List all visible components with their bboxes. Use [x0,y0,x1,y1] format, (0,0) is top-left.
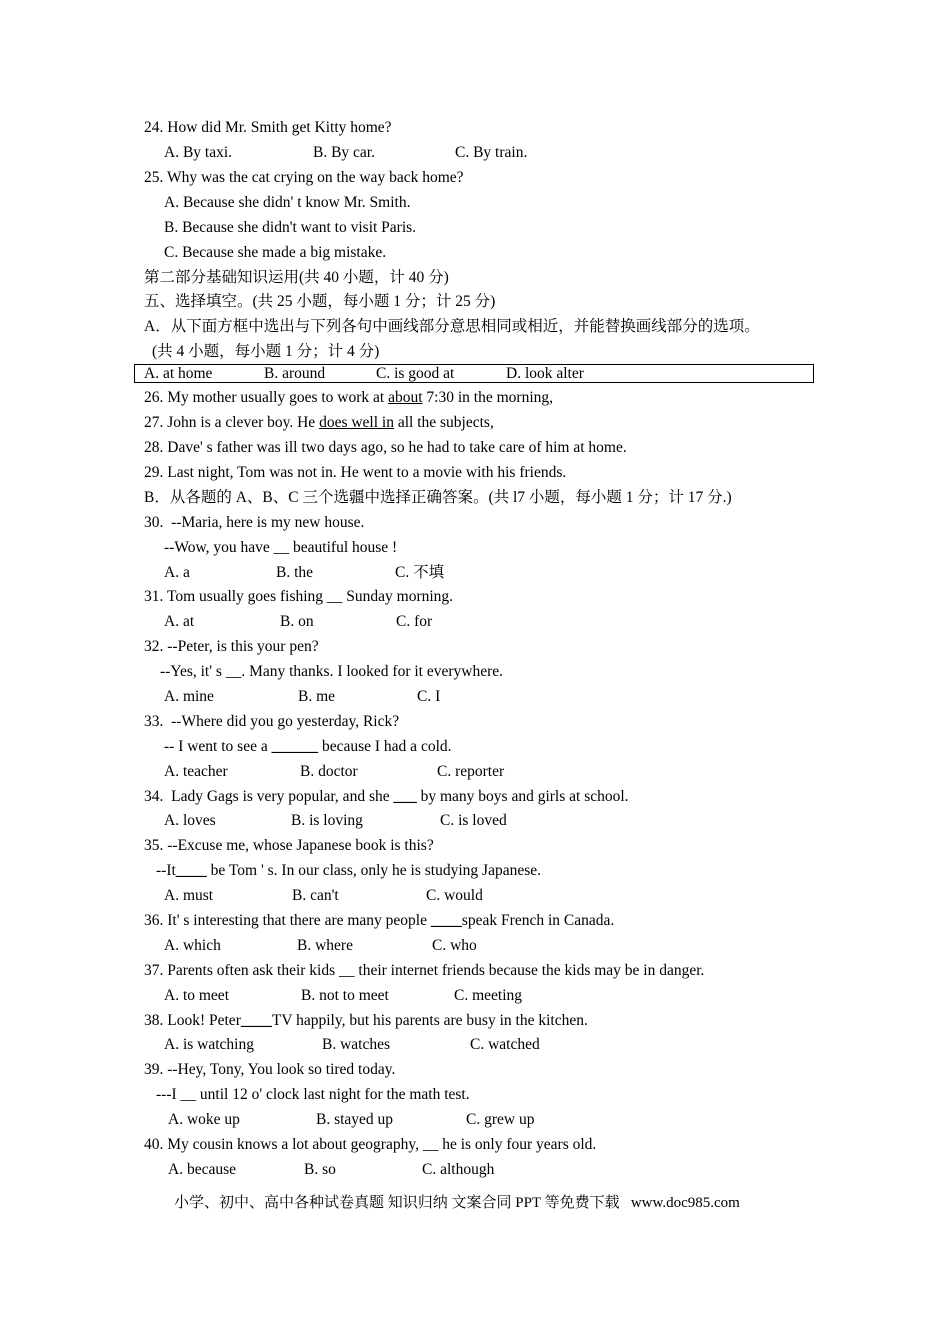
q36-option-c: C. who [432,937,477,954]
q31-option-c: C. for [396,613,433,630]
word-box-b: B. around [264,365,326,382]
q24-stem: 24. How did Mr. Smith get Kitty home? [144,119,392,136]
q33-option-c: C. reporter [437,763,505,780]
q31-option-a: A. at [164,613,195,630]
q24-option-a: A. By taxi. [164,144,233,161]
q31-option-b: B. on [280,613,314,630]
q32-option-a: A. mine [164,688,214,705]
q35-option-b: B. can't [292,887,339,904]
q38-option-c: C. watched [470,1036,540,1053]
q31-stem: 31. Tom usually goes fishing __ Sunday morning. [144,588,454,605]
q35-line2: --It____ be Tom ' s. In our class, only he is studying Japanese. [156,862,541,879]
sectionA-title: A．从下面方框中选出与下列各句中画线部分意思相同或相近，并能替换画线部分的选项。 [144,318,760,335]
q32-line2: --Yes, it' s __. Many thanks. I looked for it everywhere. [160,663,504,680]
q39-line2: ---I __ until 12 o' clock last night for the math test. [156,1086,470,1103]
q27-underlined: does well in [319,414,394,431]
word-box-a: A. at home [144,365,213,382]
q32-option-c: C. I [417,688,441,705]
q38-option-a: A. is watching [164,1036,254,1053]
q39-option-a: A. woke up [168,1111,240,1128]
page-footer: 小学、初中、高中各种试卷真题 知识归纳 文案合同 PPT 等免费下载 www.doc985.com [174,1195,740,1211]
sectionA-note: (共 4 小题，每小题 1 分；计 4 分) [152,343,380,360]
q25-option-c: C. Because she made a big mistake. [164,244,387,261]
q37-option-b: B. not to meet [301,987,389,1004]
q35-option-c: C. would [426,887,483,904]
q37-option-c: C. meeting [454,987,523,1004]
q33-line2: -- I went to see a ______ because I had a cold. [164,738,452,755]
q27: 27. John is a clever boy. He does well in all the subjects, [144,414,494,431]
q36-option-a: A. which [164,937,221,954]
q39-stem: 39. --Hey, Tony, You look so tired today. [144,1061,396,1078]
q35-option-a: A. must [164,887,214,904]
q25-option-b: B. Because she didn't want to visit Paris. [164,219,417,236]
q40-option-a: A. because [168,1161,236,1178]
q34-option-b: B. is loving [291,812,363,829]
q40-stem: 40. My cousin knows a lot about geography, __ he is only four years old. [144,1136,597,1153]
q39-option-c: C. grew up [466,1111,535,1128]
q34-stem: 34. Lady Gags is very popular, and she ___ by many boys and girls at school. [144,788,629,805]
sectionB-title: B．从各题的 A、B、C 三个选疆中选择正确答案。(共 l7 小题，每小题 1 分；计 17 分.) [144,489,732,506]
q25-stem: 25. Why was the cat crying on the way back home? [144,169,464,186]
word-box-c: C. is good at [376,365,455,382]
q32-option-b: B. me [298,688,336,705]
q37-stem: 37. Parents often ask their kids __ their internet friends because the kids may be in danger. [144,962,705,979]
q40-option-b: B. so [304,1161,336,1178]
section5-heading: 五、选择填空。(共 25 小题，每小题 1 分；计 25 分) [144,293,496,310]
part2-heading: 第二部分基础知识运用(共 40 小题，计 40 分) [144,269,449,286]
q38-option-b: B. watches [322,1036,391,1053]
q33-option-b: B. doctor [300,763,358,780]
q34-option-c: C. is loved [440,812,507,829]
q30-option-c: C. 不填 [395,564,445,581]
q29: 29. Last night, Tom was not in. He went to a movie with his friends. [144,464,567,481]
q30-option-b: B. the [276,564,314,581]
q36-stem: 36. It' s interesting that there are many people ____speak French in Canada. [144,912,615,929]
q25-option-a: A. Because she didn' t know Mr. Smith. [164,194,411,211]
q24-option-c: C. By train. [455,144,528,161]
q32-stem: 32. --Peter, is this your pen? [144,638,319,655]
q33-option-a: A. teacher [164,763,228,780]
q30-stem: 30. --Maria, here is my new house. [144,514,365,531]
q34-option-a: A. loves [164,812,216,829]
q30-line2: --Wow, you have __ beautiful house ! [164,539,398,556]
q28: 28. Dave' s father was ill two days ago, so he had to take care of him at home. [144,439,627,456]
q37-option-a: A. to meet [164,987,229,1004]
q39-option-b: B. stayed up [316,1111,394,1128]
q40-option-c: C. although [422,1161,495,1178]
q38-stem: 38. Look! Peter____TV happily, but his parents are busy in the kitchen. [144,1012,588,1029]
q26: 26. My mother usually goes to work at about 7:30 in the morning, [144,389,553,406]
word-box-d: D. look alter [506,365,584,382]
q30-option-a: A. a [164,564,190,581]
q26-underlined: about [388,389,423,406]
q24-option-b: B. By car. [313,144,375,161]
q36-option-b: B. where [297,937,353,954]
q35-stem: 35. --Excuse me, whose Japanese book is this? [144,837,434,854]
q33-stem: 33. --Where did you go yesterday, Rick? [144,713,400,730]
word-box [134,364,814,383]
